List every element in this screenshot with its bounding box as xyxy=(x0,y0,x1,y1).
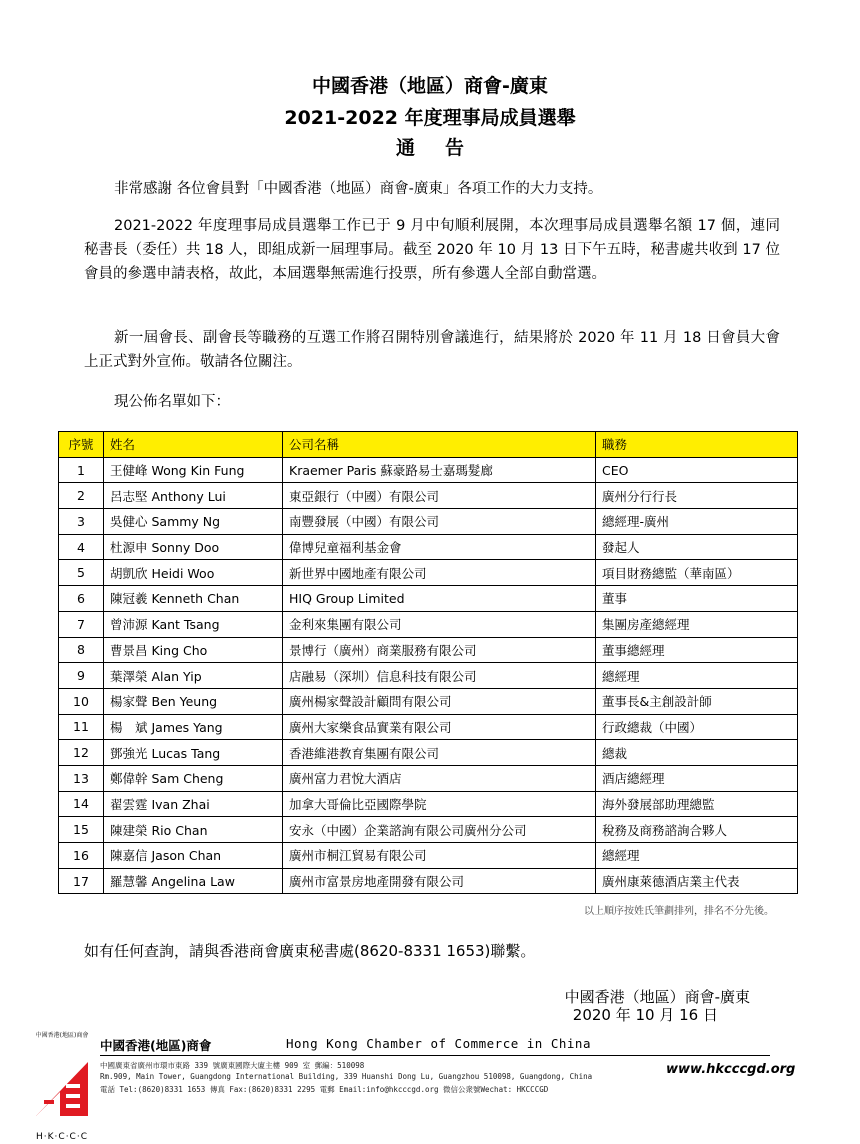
cell-company: 金利來集團有限公司 xyxy=(283,611,596,637)
table-row xyxy=(59,740,798,766)
cell-company: 南豐發展（中國）有限公司 xyxy=(283,509,596,535)
footer-address-cn: 中國廣東省廣州市環市東路 339 號廣東國際大廈主樓 909 室 郵編：510098 xyxy=(100,1061,365,1070)
cell-company: 偉博兒童福利基金會 xyxy=(283,534,596,560)
cell-position: 項目財務總監（華南區） xyxy=(596,560,798,586)
footer-address-en: Rm.909, Main Tower, Guangdong International Building, 339 Huanshi Dong Lu, Guangzhou 510098, Guangdong, China xyxy=(100,1072,593,1081)
cell-position: 行政總裁（中國） xyxy=(596,714,798,740)
table-row xyxy=(59,843,798,869)
paragraph-thanks: 非常感謝 各位會員對「中國香港（地區）商會-廣東」各項工作的大力支持。 xyxy=(114,181,603,197)
cell-position: 董事總經理 xyxy=(596,637,798,663)
cell-position: 總經理 xyxy=(596,663,798,689)
table-row xyxy=(59,560,798,586)
cell-index: 2 xyxy=(59,483,104,509)
footer-name-en: Hong Kong Chamber of Commerce in China xyxy=(286,1036,591,1051)
cell-position: 廣州分行行長 xyxy=(596,483,798,509)
cell-company: 廣州楊家聲設計顧問有限公司 xyxy=(283,688,596,714)
cell-company: 香港維港教育集團有限公司 xyxy=(283,740,596,766)
table-row xyxy=(59,611,798,637)
table-row xyxy=(59,868,798,894)
table-row xyxy=(59,637,798,663)
cell-company: 廣州市桐江貿易有限公司 xyxy=(283,843,596,869)
logo-caption: 中國香港(地區)商會 xyxy=(35,1032,89,1039)
cell-index: 17 xyxy=(59,868,104,894)
cell-company: 加拿大哥倫比亞國際學院 xyxy=(283,791,596,817)
cell-index: 9 xyxy=(59,663,104,689)
table-row xyxy=(59,483,798,509)
cell-company: 景博行（廣州）商業服務有限公司 xyxy=(283,637,596,663)
table-row xyxy=(59,586,798,612)
cell-name: 楊家聲 Ben Yeung xyxy=(104,688,283,714)
cell-index: 7 xyxy=(59,611,104,637)
contact-line: 如有任何查詢，請與香港商會廣東秘書處(8620-8331 1653)聯繫。 xyxy=(84,942,536,960)
header-name: 姓名 xyxy=(104,432,283,458)
cell-index: 12 xyxy=(59,740,104,766)
cell-name: 陳嘉信 Jason Chan xyxy=(104,843,283,869)
table-row xyxy=(59,714,798,740)
table-header-row xyxy=(59,432,798,458)
header-position: 職務 xyxy=(596,432,798,458)
cell-company: 店融易（深圳）信息科技有限公司 xyxy=(283,663,596,689)
cell-position: 董事 xyxy=(596,586,798,612)
cell-index: 14 xyxy=(59,791,104,817)
members-table xyxy=(58,431,798,894)
cell-index: 4 xyxy=(59,534,104,560)
cell-position: 總經理-廣州 xyxy=(596,509,798,535)
cell-name: 葉澤榮 Alan Yip xyxy=(104,663,283,689)
cell-index: 10 xyxy=(59,688,104,714)
header-company: 公司名稱 xyxy=(283,432,596,458)
cell-name: 胡凱欣 Heidi Woo xyxy=(104,560,283,586)
doc-notice-heading: 通告 xyxy=(395,137,494,159)
cell-name: 陳建榮 Rio Chan xyxy=(104,817,283,843)
table-row xyxy=(59,457,798,483)
cell-position: 廣州康萊德酒店業主代表 xyxy=(596,868,798,894)
footer-website-link[interactable]: www.hkcccgd.org xyxy=(666,1062,796,1077)
cell-position: 稅務及商務諮詢合夥人 xyxy=(596,817,798,843)
doc-title: 中國香港（地區）商會-廣東 xyxy=(312,75,548,97)
header-index: 序號 xyxy=(59,432,104,458)
paragraph-next-steps: 新一屆會長、副會長等職務的互選工作將召開特別會議進行，結果將於 2020 年 11 月 18 日會員大會上正式對外宣佈。敬請各位關注。 xyxy=(84,330,780,370)
paragraph-election: 2021-2022 年度理事局成員選舉工作已于 9 月中旬順利展開，本次理事局成員選舉名額 17 個，連同秘書長（委任）共 18 人，即組成新一屆理事局。截至 2020 年 10 月 13 日下午五時，秘書處共收到 17 位會員的參選申請表格，故此，本屆選舉無需進行投票，所有參選人全部自動當選。 xyxy=(84,218,780,282)
cell-name: 陳冠羲 Kenneth Chan xyxy=(104,586,283,612)
cell-company: 東亞銀行（中國）有限公司 xyxy=(283,483,596,509)
table-row xyxy=(59,765,798,791)
cell-index: 1 xyxy=(59,457,104,483)
cell-company: 安永（中國）企業諮詢有限公司廣州分公司 xyxy=(283,817,596,843)
cell-position: 發起人 xyxy=(596,534,798,560)
cell-name: 曾沛源 Kant Tsang xyxy=(104,611,283,637)
cell-index: 13 xyxy=(59,765,104,791)
cell-name: 楊 斌 James Yang xyxy=(104,714,283,740)
cell-position: 海外發展部助理總監 xyxy=(596,791,798,817)
cell-index: 8 xyxy=(59,637,104,663)
table-row xyxy=(59,688,798,714)
table-row xyxy=(59,663,798,689)
cell-name: 呂志堅 Anthony Lui xyxy=(104,483,283,509)
cell-index: 6 xyxy=(59,586,104,612)
paragraph-list-intro: 現公佈名單如下： xyxy=(114,394,230,410)
cell-position: 總經理 xyxy=(596,843,798,869)
cell-company: 新世界中國地產有限公司 xyxy=(283,560,596,586)
cell-position: 酒店總經理 xyxy=(596,765,798,791)
logo-acronym: H·K·C·C·C xyxy=(36,1132,88,1142)
cell-name: 曹景昌 King Cho xyxy=(104,637,283,663)
cell-position: 集團房產總經理 xyxy=(596,611,798,637)
footer-contacts: 電話 Tel:(8620)8331 1653 傳真 Fax:(8620)8331 2295 電郵 Email:info@hkcccgd.org 微信公衆號Wechat: HKCCCGD xyxy=(100,1085,549,1094)
table-row xyxy=(59,534,798,560)
table-row xyxy=(59,509,798,535)
cell-index: 5 xyxy=(59,560,104,586)
cell-name: 翟雲霆 Ivan Zhai xyxy=(104,791,283,817)
signature-org: 中國香港（地區）商會-廣東 xyxy=(564,988,750,1006)
cell-position: CEO xyxy=(596,457,798,483)
cell-name: 王健峰 Wong Kin Fung xyxy=(104,457,283,483)
cell-index: 16 xyxy=(59,843,104,869)
table-note: 以上順序按姓氏筆劃排列，排名不分先後。 xyxy=(584,906,774,917)
cell-name: 杜源申 Sonny Doo xyxy=(104,534,283,560)
table-body xyxy=(59,457,798,894)
cell-company: 廣州大家樂食品實業有限公司 xyxy=(283,714,596,740)
cell-index: 11 xyxy=(59,714,104,740)
cell-name: 羅慧馨 Angelina Law xyxy=(104,868,283,894)
footer-name-cn: 中國香港(地區)商會 xyxy=(100,1038,212,1053)
cell-company: Kraemer Paris 蘇豪路易士嘉瑪髮廊 xyxy=(283,457,596,483)
cell-name: 鄧強光 Lucas Tang xyxy=(104,740,283,766)
letterhead-footer xyxy=(0,1022,860,1144)
table-row xyxy=(59,817,798,843)
cell-position: 董事長&主創設計師 xyxy=(596,688,798,714)
cell-position: 總裁 xyxy=(596,740,798,766)
cell-company: 廣州市富景房地產開發有限公司 xyxy=(283,868,596,894)
chamber-logo xyxy=(30,1030,94,1142)
cell-index: 15 xyxy=(59,817,104,843)
cell-index: 3 xyxy=(59,509,104,535)
footer-divider xyxy=(100,1055,770,1056)
signature-date: 2020 年 10 月 16 日 xyxy=(572,1006,718,1024)
doc-subtitle: 2021-2022 年度理事局成員選舉 xyxy=(284,107,576,129)
cell-name: 吳健心 Sammy Ng xyxy=(104,509,283,535)
cell-company: HIQ Group Limited xyxy=(283,586,596,612)
cell-company: 廣州富力君悅大酒店 xyxy=(283,765,596,791)
table-row xyxy=(59,791,798,817)
cell-name: 鄭偉幹 Sam Cheng xyxy=(104,765,283,791)
logo-emblem-icon xyxy=(30,1040,94,1120)
